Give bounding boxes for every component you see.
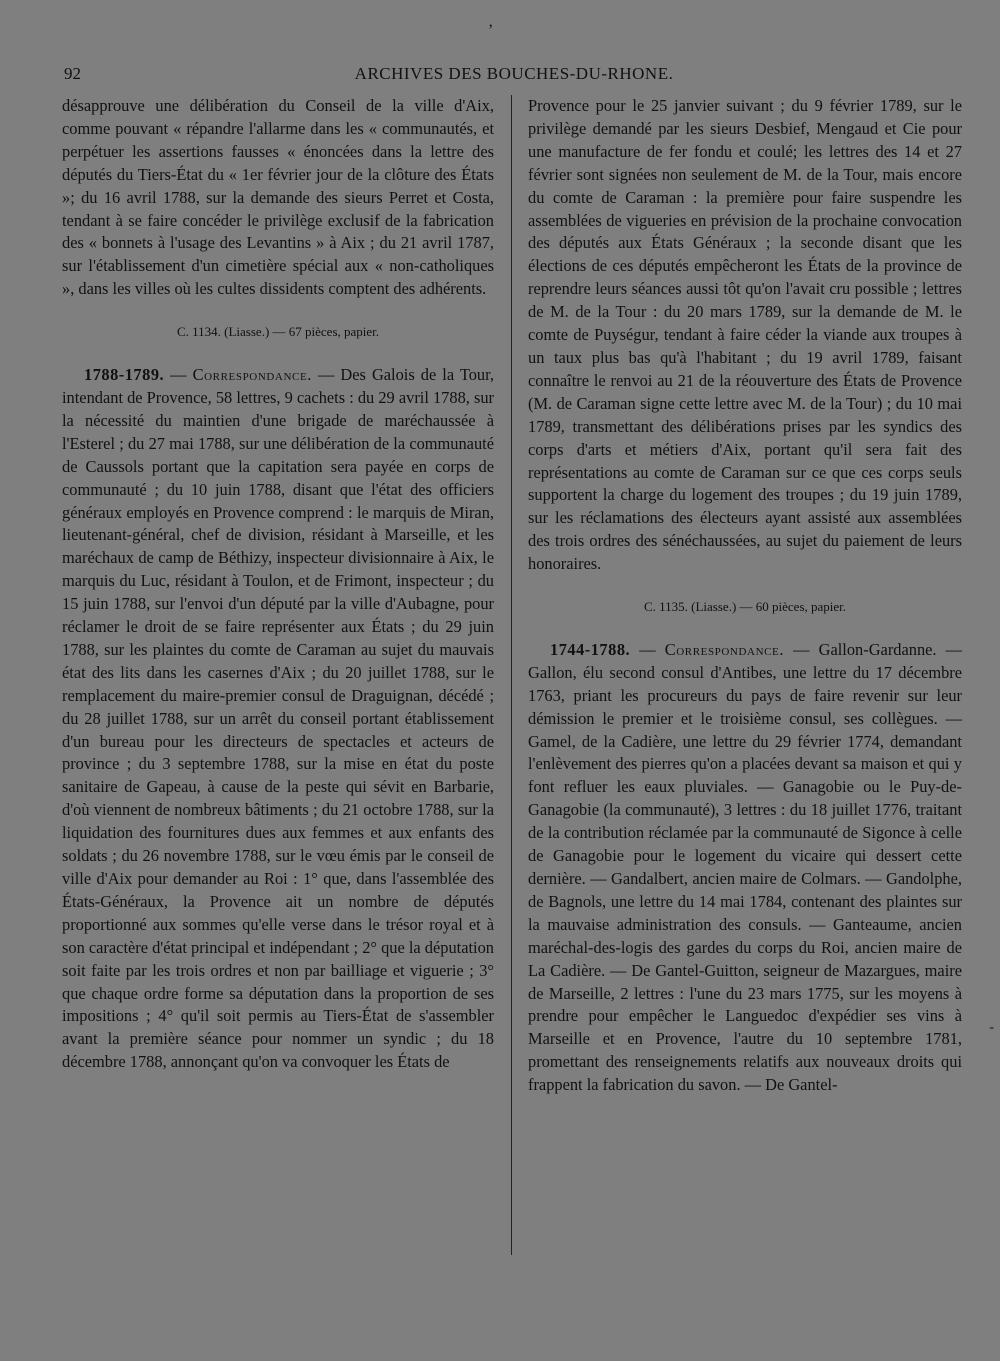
column-divider bbox=[511, 95, 512, 1255]
page-header bbox=[64, 64, 964, 88]
right-entry-body: Gallon-Gardanne. — Gallon, élu second consul d'Antibes, une lettre du 17 décembre 1763, priant les procureurs du pays de faire revenir sur leur démission le premier et le troisième consul, ses collègues. — Gamel, de la Cadière, une lettre du 29 février 1774, demandant l'enlèvement des pierres qu'on a placées devant sa maison et qui y font refluer les eaux pluviales. — Ganagobie ou le Puy-de-Ganagobie (la communauté), 3 lettres : du 18 juillet 1776, traitant de la contribution réclamée par la communauté de Sigonce à celle de Ganagobie pour le logement du vicaire qui dessert cette dernière. — Gandalbert, ancien maire de Colmars. — Gandolphe, de Bagnols, une lettre du 14 mai 1784, contenant des plaintes sur la mauvaise administration des consuls. — Ganteaume, ancien maréchal-des-logis des gardes du corps du Roi, ancien maire de La Cadière. — De Gantel-Guitton, seigneur de Mazargues, maire de Marseille, 2 lettres : l'une du 23 mars 1775, sur les moyens à prendre pour empêcher le Languedoc d'expédier ses vins à Marseille et en Provence, l'autre du 10 septembre 1781, promettant des renseignements relatifs aux nouveaux droits qui frappent la fabrication du savon. — De Gantel- bbox=[528, 639, 962, 1095]
right-entry-dash: — bbox=[630, 639, 665, 659]
running-head: ARCHIVES DES BOUCHES-DU-RHONE. bbox=[354, 64, 674, 83]
page-number: 92 bbox=[64, 64, 81, 83]
left-entry bbox=[62, 364, 494, 1074]
right-entry-years: 1744-1788. bbox=[550, 639, 631, 659]
right-continuation: Provence pour le 25 janvier suivant ; du 9 février 1789, sur le privilège demandé par les sieurs Desbief, Mengaud et Cie pour une manufacture de fer fondu et coulé; les lettres des 14 et 27 février sont signées non seulement de M. de la Tour, mais encore du comte de Caraman : la première pour faire suspendre les assemblées de vigueries en prévision de la prochaine convocation des députés aux États Généraux ; la seconde disant que les élections de ces députés empêcheront les États de la province de reprendre leurs séances aussi tôt qu'on l'avait cru possible ; lettres de M. de la Tour : du 20 mars 1789, sur la demande de M. le comte de Puységur, tendant à faire céder la viande aux troupes à un taux plus bas qu'à l'habitant ; du 19 avril 1789, faisant connaître le renvoi au 21 de la réouverture des États de Provence (M. de Caraman signe cette lettre avec M. de la Tour) ; du 10 mai 1789, transmettant des délibérations prises par les syndics des corps d'arts et métiers d'Aix, portant qu'il sera fait des représentations au comte de Caraman sur ce que ces corps seuls supportent la charge du logement des troupes ; du 19 juin 1789, sur les réclamations des électeurs ayant assisté aux assemblées des trois ordres des sénéchaussées, au sujet du paiement de leurs honoraires. bbox=[528, 96, 962, 574]
right-entry-heading: Correspondance. bbox=[664, 639, 785, 659]
right-entry-dash-2: — bbox=[784, 639, 819, 659]
edge-mark: - bbox=[989, 1020, 994, 1035]
left-column bbox=[62, 95, 494, 1074]
left-cote: C. 1134. (Liasse.) — 67 pièces, papier. bbox=[176, 324, 380, 340]
left-entry-dash-2: — bbox=[311, 365, 341, 385]
left-entry-years: 1788-1789. bbox=[84, 365, 165, 385]
left-entry-dash: — bbox=[164, 365, 193, 385]
left-entry-body: Des Galois de la Tour, intendant de Provence, 58 lettres, 9 cachets : du 29 avril 1788, sur la nécessité du maintien d'une brigade de maréchaussée à l'Esterel ; du 27 mai 1788, sur une délibération de la communauté de Caussols portant que la capitation sera payée en corps de communauté ; du 10 juin 1788, disant que l'état des officiers généraux employés en Provence comprend : le marquis de Miran, lieutenant-général, chef de division, résidant à Marseille, et les maréchaux de camp de Béthizy, inspecteur divisionnaire à Aix, le marquis du Luc, résidant à Toulon, et de Frimont, inspecteur ; du 15 juin 1788, sur l'envoi d'un député par la ville d'Aubagne, pour réclamer le droit de se faire représenter aux États ; du 29 juin 1788, sur les plaintes du comte de Caraman au sujet du mauvais état des lits dans les casernes d'Aix ; du 20 juillet 1788, sur le remplacement du maire-premier consul de Draguignan, décédé ; du 28 juillet 1788, sur un arrêt du conseil portant établissement d'un bureau pour les directeurs de spectacles et acteurs de province ; du 3 septembre 1788, sur la mise en état du poste sanitaire de Gapeau, à cause de la peste qui sévit en Barbarie, d'où viennent de nombreux bâtiments ; du 21 octobre 1788, sur la liquidation des fournitures dues aux femmes et aux enfants des soldats ; du 26 novembre 1788, sur le vœu émis par le conseil de ville d'Aix pour demander au Roi : 1° que, dans l'assemblée des États-Généraux, la Provence ait un nombre de députés proportionné aux sommes qu'elle verse dans le trésor royal et à son caractère d'état principal et indépendant ; 2° que la députation soit faite par les trois ordres et non par bailliage et viguerie ; 3° que chaque ordre forme sa députation dans la proportion de ses impositions ; 4° qu'il soit permis au Tiers-État de s'assembler avant la première séance pour nommer un syndic ; du 18 décembre 1788, annonçant qu'on va convoquer les États de bbox=[62, 365, 494, 1072]
right-column bbox=[528, 95, 962, 1097]
top-mark: ’ bbox=[488, 22, 494, 39]
left-entry-heading: Correspondance. bbox=[192, 365, 312, 385]
left-continuation: désapprouve une délibération du Conseil de la ville d'Aix, comme pouvant « répandre l'allarme dans les « communautés, et perpétuer les assertions fausses « énoncées dans la lettre des députés du Tiers-État du « 1er février jour de la clôture des États »; du 16 avril 1788, sur la demande des sieurs Perret et Costa, tendant à se faire concéder le privilège exclusif de la fabrication des « bonnets à l'usage des Levantins » à Aix ; du 21 avril 1787, sur l'établissement d'un cimetière spécial aux « non-catholiques », dans les villes où les cultes dissidents comptent des adhérents. bbox=[62, 96, 494, 299]
right-entry bbox=[528, 639, 962, 1097]
right-cote: C. 1135. (Liasse.) — 60 pièces, papier. bbox=[643, 599, 847, 615]
